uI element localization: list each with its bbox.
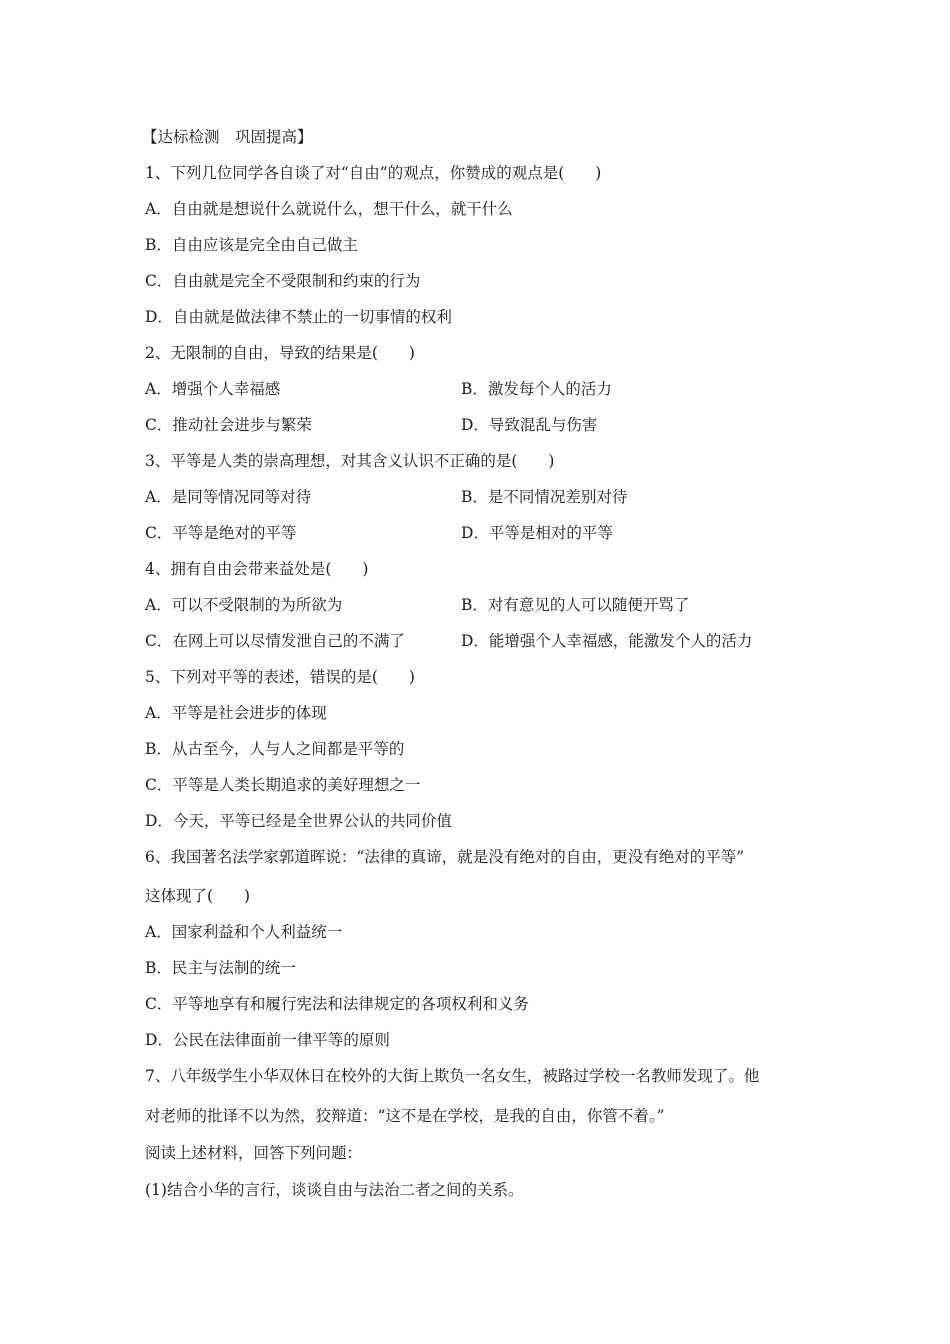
question-7-stem: 7、八年级学生小华双休日在校外的大街上欺负一名女生，被路过学校一名教师发现了。他 <box>145 1067 760 1085</box>
question-7-sub-question-1: (1)结合小华的言行，谈谈自由与法治二者之间的关系。 <box>145 1181 524 1199</box>
question-6-option-d: D．公民在法律面前一律平等的原则 <box>145 1031 390 1049</box>
question-6-stem: 6、我国著名法学家郭道晖说：“法律的真谛，就是没有绝对的自由，更没有绝对的平等” <box>145 848 745 866</box>
question-2-option-c: C．推动社会进步与繁荣 <box>145 416 312 434</box>
question-5-option-d: D．今天，平等已经是全世界公认的共同价值 <box>145 812 452 830</box>
section-title: 【达标检测 巩固提高】 <box>142 128 313 146</box>
question-1-option-b: B．自由应该是完全由自己做主 <box>145 236 358 254</box>
question-3-option-d: D．平等是相对的平等 <box>461 524 613 542</box>
question-4-option-a: A．可以不受限制的为所欲为 <box>145 596 343 614</box>
question-5-option-c: C．平等是人类长期追求的美好理想之一 <box>145 776 421 794</box>
question-2-stem: 2、无限制的自由，导致的结果是( ) <box>145 344 415 362</box>
question-1-option-c: C．自由就是完全不受限制和约束的行为 <box>145 272 421 290</box>
question-2-option-d: D．导致混乱与伤害 <box>461 416 598 434</box>
question-1-option-a: A．自由就是想说什么就说什么，想干什么，就干什么 <box>145 200 513 218</box>
question-3-stem: 3、平等是人类的崇高理想，对其含义认识不正确的是( ) <box>145 452 555 470</box>
question-4-option-d: D．能增强个人幸福感，能激发个人的活力 <box>461 632 753 650</box>
question-4-option-c: C．在网上可以尽情发泄自己的不满了 <box>145 632 405 650</box>
question-7-instruction: 阅读上述材料，回答下列问题： <box>145 1144 363 1162</box>
question-3-option-b: B．是不同情况差别对待 <box>461 488 628 506</box>
question-4-stem: 4、拥有自由会带来益处是( ) <box>145 560 369 578</box>
question-6-option-b: B．民主与法制的统一 <box>145 959 296 977</box>
question-1-option-d: D．自由就是做法律不禁止的一切事情的权利 <box>145 308 452 326</box>
question-5-stem: 5、下列对平等的表述，错误的是( ) <box>145 668 415 686</box>
question-6-stem-continued: 这体现了( ) <box>145 887 251 905</box>
question-3-option-c: C．平等是绝对的平等 <box>145 524 297 542</box>
question-1-stem: 1、下列几位同学各自谈了对“自由”的观点，你赞成的观点是( ) <box>145 164 602 182</box>
question-6-option-a: A．国家利益和个人利益统一 <box>145 923 343 941</box>
question-2-option-b: B．激发每个人的活力 <box>461 380 612 398</box>
question-4-option-b: B．对有意见的人可以随便开骂了 <box>461 596 690 614</box>
question-5-option-a: A．平等是社会进步的体现 <box>145 704 327 722</box>
question-7-stem-continued: 对老师的批译不以为然，狡辩道：“这不是在学校，是我的自由，你管不着。” <box>145 1107 665 1125</box>
question-2-option-a: A．增强个人幸福感 <box>145 380 281 398</box>
question-3-option-a: A．是同等情况同等对待 <box>145 488 312 506</box>
question-6-option-c: C．平等地享有和履行宪法和法律规定的各项权利和义务 <box>145 995 529 1013</box>
question-5-option-b: B．从古至今，人与人之间都是平等的 <box>145 740 405 758</box>
